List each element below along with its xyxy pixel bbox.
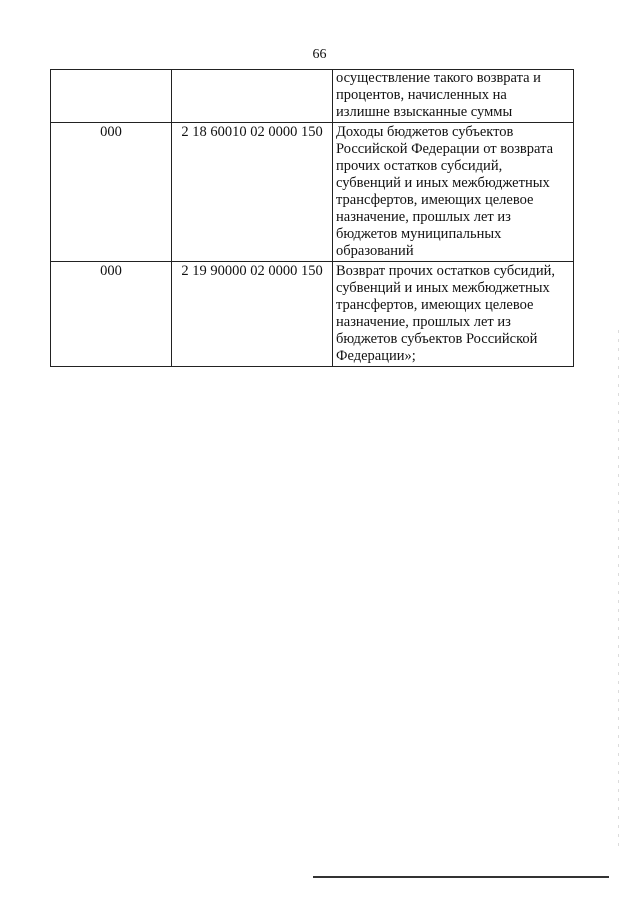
budget-code-cell	[172, 70, 333, 123]
revenue-name-cell: Возврат прочих остатков субсидий, субвенций и иных межбюджетных трансфертов, имеющих целевое назначение, прошлых лет из бюджетов субъектов Российской Федерации»;	[333, 262, 574, 367]
admin-code-cell: 000	[51, 123, 172, 262]
budget-code-cell: 2 19 90000 02 0000 150	[172, 262, 333, 367]
scan-edge-mark	[618, 330, 619, 850]
budget-classification-table	[50, 69, 574, 367]
admin-code-cell	[51, 70, 172, 123]
table-row	[51, 123, 574, 262]
revenue-name-cell: Доходы бюджетов субъектов Российской Федерации от возврата прочих остатков субсидий, субвенций и иных межбюджетных трансфертов, имеющих целевое назначение, прошлых лет из бюджетов муниципальных образований	[333, 123, 574, 262]
table-row	[51, 262, 574, 367]
budget-code-cell: 2 18 60010 02 0000 150	[172, 123, 333, 262]
revenue-name-cell: осуществление такого возврата и процентов, начисленных на излишне взысканные суммы	[333, 70, 574, 123]
table-row	[51, 70, 574, 123]
page-number: 66	[312, 47, 327, 62]
bottom-rule	[313, 876, 609, 878]
admin-code-cell: 000	[51, 262, 172, 367]
